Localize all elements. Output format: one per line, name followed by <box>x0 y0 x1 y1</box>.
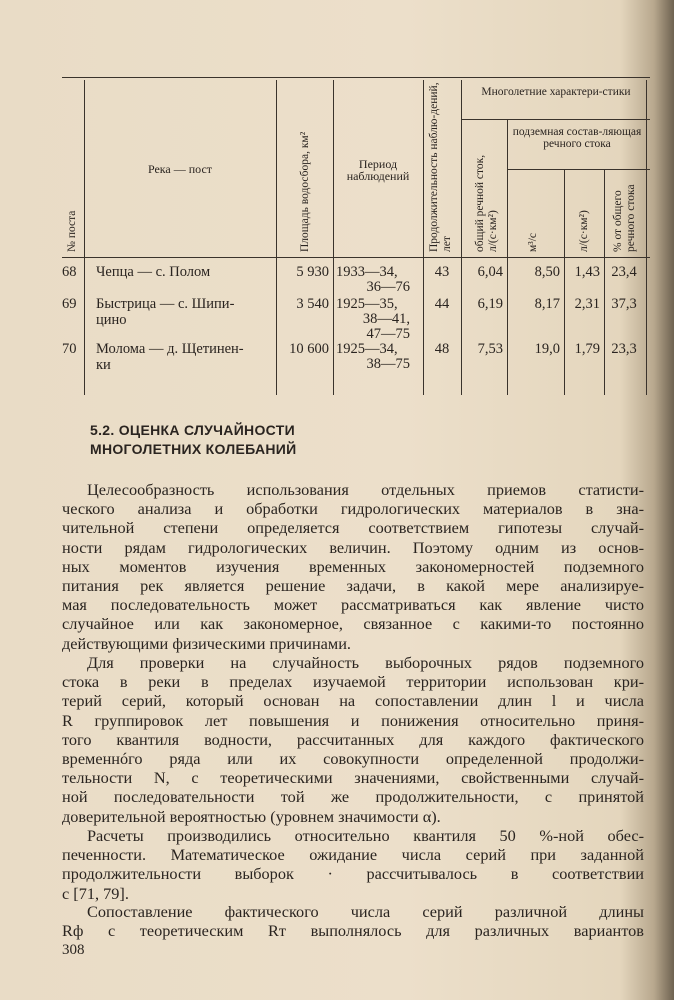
paragraph-line: Расчеты производились относительно квантиля 50 %-ной обес- <box>87 826 644 845</box>
header-river-post: Река — пост <box>147 162 213 176</box>
paragraph-line: ности рядам гидрологических величин. Поэтому одним из основ- <box>62 537 644 557</box>
paragraph-line: с [71, 79]. <box>62 883 129 903</box>
cell-ls-km2: 1,43 <box>574 264 600 280</box>
cell-period: 1925—34, <box>336 341 398 357</box>
paragraph-line: действующими физическими причинами. <box>62 633 351 653</box>
paragraph-line: Для проверки на случайность выборочных рядов подземного <box>87 653 644 672</box>
page-number: 308 <box>62 942 85 958</box>
cell-total-runoff: 6,04 <box>477 264 503 280</box>
paragraph-line: тельности N, с теоретическими значениями, свойственными случай- <box>62 768 644 788</box>
paragraph-line: R группировок лет повышения и понижения относительно приня- <box>62 710 644 730</box>
paragraph-line: Сопоставление фактического числа серий различной длины <box>87 902 644 921</box>
paragraph-line: мая последовательность может рассматриваться как явление чисто <box>62 595 644 615</box>
column-divider <box>646 80 647 395</box>
header-percent: % от общего речного стока <box>612 184 637 252</box>
cell-river-post: Молома — д. Щетинен- <box>96 341 244 357</box>
column-divider <box>564 170 565 395</box>
paragraph-line: ных моментов изучения временных закономерностей подземного <box>62 556 644 576</box>
paragraph-line: питания рек является решение задачи, в какой мере анализируе- <box>62 576 644 595</box>
cell-river-post: Быстрица — с. Шипи- <box>96 296 235 312</box>
cell-period: 38—41, <box>362 311 410 327</box>
header-post-no: № поста <box>66 210 78 252</box>
cell-period: 36—76 <box>366 279 410 295</box>
header-area: Площадь водосбора, км² <box>299 131 311 252</box>
cell-area: 5 930 <box>296 264 329 280</box>
paragraph-line: печенности. Математическое ожидание числа серий при заданной <box>62 845 644 865</box>
header-subrule <box>461 119 650 120</box>
cell-river-post: ки <box>96 357 111 373</box>
paragraph-line: того квантиля водности, рассчитанных для каждого фактического <box>62 729 644 749</box>
table-header-rule <box>62 257 650 258</box>
header-m3s: м³/с <box>527 232 539 252</box>
column-divider <box>423 80 424 395</box>
cell-years: 43 <box>434 264 450 280</box>
header-duration: Продолжительность наблю-дений, лет <box>428 82 453 252</box>
cell-m3s: 8,17 <box>534 296 560 312</box>
paragraph-line: чительной степени определяется соответствием гипотезы случай- <box>62 518 644 538</box>
cell-ls-km2: 1,79 <box>574 341 600 357</box>
paragraph-line: доверительной вероятностью (уровнем значимости α). <box>62 806 441 826</box>
cell-percent: 37,3 <box>611 296 637 312</box>
column-divider <box>276 80 277 395</box>
paragraph-line: стока в реки в пределах изучаемой территории использован кри- <box>62 672 644 692</box>
cell-percent: 23,3 <box>611 341 637 357</box>
cell-ls-km2: 2,31 <box>574 296 600 312</box>
cell-m3s: 19,0 <box>534 341 560 357</box>
cell-river-post: Чепца — с. Полом <box>96 264 211 280</box>
section-heading-line: МНОГОЛЕТНИХ КОЛЕБАНИЙ <box>90 441 297 457</box>
cell-m3s: 8,50 <box>534 264 560 280</box>
cell-area: 3 540 <box>296 296 329 312</box>
paragraph-line: Rф с теоретическим Rт выполнялось для различных вариантов <box>62 921 644 941</box>
paragraph-line: терий серий, который основан на сопоставлении длин l и числа <box>62 691 644 711</box>
cell-post-no: 68 <box>62 264 77 280</box>
cell-period: 47—75 <box>366 326 410 342</box>
cell-post-no: 69 <box>62 296 77 312</box>
column-divider <box>507 120 508 395</box>
cell-period: 1933—34, <box>336 264 398 280</box>
cell-river-post: цино <box>96 312 127 328</box>
header-total-runoff: общий речной сток, л/(с·км²) <box>474 154 499 252</box>
paragraph-line: временнóго ряда или их совокупности определенной продолжи- <box>62 749 644 768</box>
column-divider <box>604 170 605 395</box>
column-divider <box>461 80 462 395</box>
cell-years: 48 <box>434 341 450 357</box>
cell-period: 38—75 <box>366 356 410 372</box>
cell-percent: 23,4 <box>611 264 637 280</box>
cell-total-runoff: 7,53 <box>477 341 503 357</box>
cell-total-runoff: 6,19 <box>477 296 503 312</box>
section-heading-line: 5.2. ОЦЕНКА СЛУЧАЙНОСТИ <box>90 422 295 438</box>
paragraph-line: ческого анализа и обработки гидрологических материалов в зна- <box>62 499 644 519</box>
header-period: Период наблюдений <box>346 157 410 183</box>
table-top-rule <box>62 77 650 78</box>
paragraph-line: продолжительности выборок · рассчитывалось в соответствии <box>62 864 644 884</box>
header-ls-km2: л/(с·км²) <box>578 210 590 252</box>
paragraph-line: ной последовательности той же продолжительности, с принятой <box>62 787 644 807</box>
paragraph-line: Целесообразность использования отдельных приемов статисти- <box>87 480 644 499</box>
header-longterm: Многолетние характери-стики <box>481 86 631 98</box>
cell-period: 1925—35, <box>336 296 398 312</box>
paragraph-line: случайное или как закономерное, связанное с какими-то постоянно <box>62 614 644 634</box>
column-divider <box>333 80 334 395</box>
column-divider <box>84 80 85 395</box>
header-subrule <box>507 169 650 170</box>
header-underground: подземная состав-ляющая речного стока <box>512 126 642 150</box>
cell-area: 10 600 <box>289 341 329 357</box>
cell-post-no: 70 <box>62 341 77 357</box>
cell-years: 44 <box>434 296 450 312</box>
